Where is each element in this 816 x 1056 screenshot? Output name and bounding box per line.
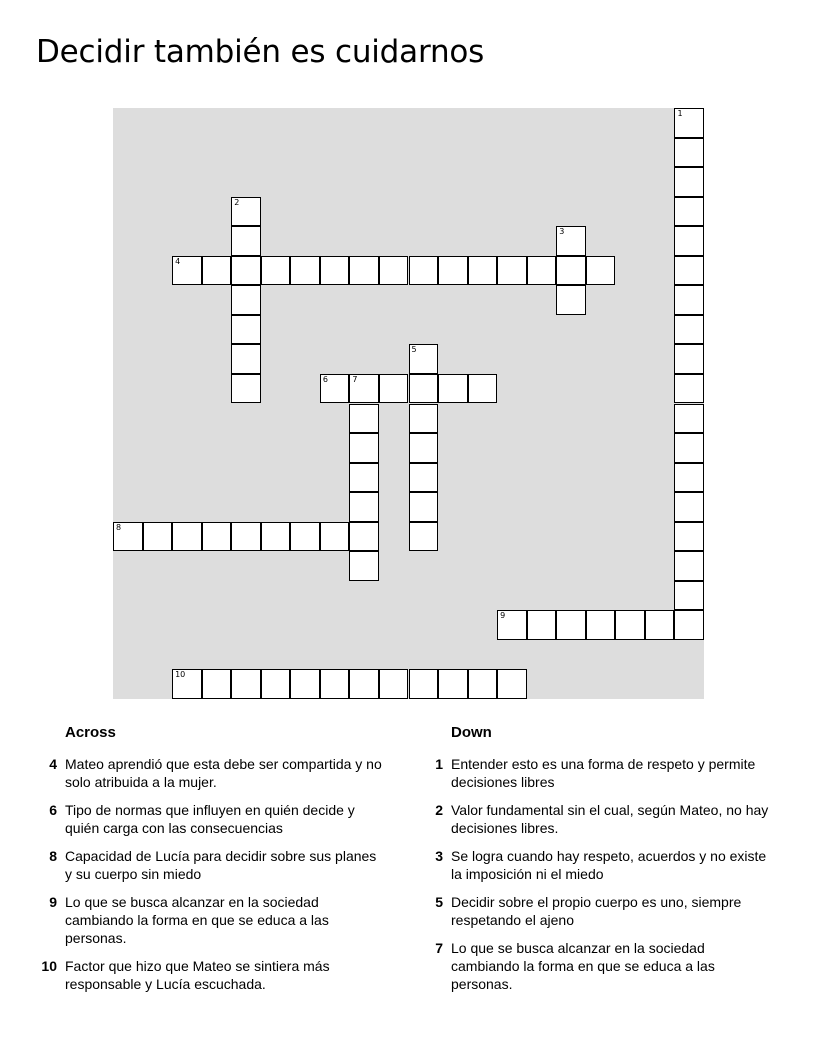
down-clue [422,893,772,929]
grid-cell[interactable] [409,463,439,493]
clue-text: Factor que hizo que Mateo se sintiera más responsable y Lucía escuchada. [65,958,330,992]
grid-cell[interactable] [438,669,468,699]
cell-number: 8 [116,522,122,532]
grid-cell[interactable] [468,669,498,699]
grid-cell[interactable] [674,285,704,315]
grid-cell[interactable] [409,344,439,374]
grid-cell[interactable] [674,610,704,640]
down-clue [422,939,772,993]
down-clues [422,724,772,1003]
grid-cell[interactable] [349,669,379,699]
clue-number: 3 [435,848,443,864]
grid-cell[interactable] [349,463,379,493]
grid-cell[interactable] [113,522,143,552]
grid-cell[interactable] [349,404,379,434]
grid-cell[interactable] [261,522,291,552]
grid-cell[interactable] [674,167,704,197]
crossword-grid [113,108,704,699]
grid-cell[interactable] [674,581,704,611]
cell-number: 4 [175,256,181,266]
grid-cell[interactable] [674,344,704,374]
clue-number: 9 [49,894,57,910]
grid-cell[interactable] [320,522,350,552]
grid-cell[interactable] [674,315,704,345]
grid-cell[interactable] [231,226,261,256]
clue-number: 8 [49,848,57,864]
grid-cell[interactable] [674,197,704,227]
grid-cell[interactable] [290,522,320,552]
clue-text: Lo que se busca alcanzar en la sociedad cambiando la forma en que se educa a las personas. [451,940,715,992]
down-clue [422,801,772,837]
grid-cell[interactable] [556,256,586,286]
grid-cell[interactable] [349,492,379,522]
across-clue [36,847,386,883]
grid-cell[interactable] [674,433,704,463]
grid-cell[interactable] [172,522,202,552]
grid-cell[interactable] [349,551,379,581]
grid-cell[interactable] [409,404,439,434]
grid-cell[interactable] [674,256,704,286]
cell-number: 2 [234,197,240,207]
grid-cell[interactable] [231,522,261,552]
grid-cell[interactable] [409,669,439,699]
grid-cell[interactable] [231,285,261,315]
grid-cell[interactable] [674,404,704,434]
grid-cell[interactable] [556,226,586,256]
cell-number: 6 [322,374,328,384]
across-clue [36,893,386,947]
grid-cell[interactable] [202,522,232,552]
grid-cell[interactable] [438,374,468,404]
grid-cell[interactable] [556,285,586,315]
grid-cell[interactable] [231,315,261,345]
grid-cell[interactable] [674,108,704,138]
across-heading: Across [65,724,116,741]
grid-cell[interactable] [320,374,350,404]
clue-text: Capacidad de Lucía para decidir sobre sus planes y su cuerpo sin miedo [65,848,377,882]
page-title: Decidir también es cuidarnos [36,34,485,70]
grid-cell[interactable] [527,256,557,286]
grid-cell[interactable] [615,610,645,640]
clue-number: 5 [435,894,443,910]
grid-cell[interactable] [586,256,616,286]
grid-cell[interactable] [468,256,498,286]
grid-cell[interactable] [379,374,409,404]
grid-cell[interactable] [409,492,439,522]
grid-cell[interactable] [497,669,527,699]
down-clue [422,755,772,791]
clue-text: Decidir sobre el propio cuerpo es uno, siempre respetando el ajeno [451,894,742,928]
clue-text: Mateo aprendió que esta debe ser compartida y no solo atribuida a la mujer. [65,756,382,790]
grid-cell[interactable] [674,522,704,552]
grid-cell[interactable] [379,256,409,286]
grid-cell[interactable] [438,256,468,286]
cell-number: 3 [559,227,565,237]
grid-cell[interactable] [261,256,291,286]
down-clue [422,847,772,883]
grid-cell[interactable] [320,256,350,286]
grid-cell[interactable] [231,256,261,286]
grid-cell[interactable] [674,551,704,581]
grid-cell[interactable] [468,374,498,404]
grid-cell[interactable] [674,374,704,404]
across-clue [36,801,386,837]
grid-cell[interactable] [409,433,439,463]
grid-cell[interactable] [409,256,439,286]
grid-cell[interactable] [202,669,232,699]
clue-text: Tipo de normas que influyen en quién decide y quién carga con las consecuencias [65,802,355,836]
clue-number: 1 [435,756,443,772]
grid-cell[interactable] [674,492,704,522]
clue-number: 7 [435,940,443,956]
grid-cell[interactable] [172,256,202,286]
clue-text: Entender esto es una forma de respeto y permite decisiones libres [451,756,756,790]
across-clue [36,755,386,791]
grid-cell[interactable] [320,669,350,699]
grid-cell[interactable] [497,610,527,640]
grid-cell[interactable] [172,669,202,699]
clue-number: 10 [41,958,57,974]
grid-cell[interactable] [231,374,261,404]
grid-cell[interactable] [290,669,320,699]
cell-number: 7 [352,374,358,384]
grid-cell[interactable] [527,610,557,640]
grid-cell[interactable] [645,610,675,640]
grid-cell[interactable] [497,256,527,286]
grid-cell[interactable] [674,226,704,256]
down-heading: Down [451,724,492,741]
grid-cell[interactable] [231,197,261,227]
clue-text: Lo que se busca alcanzar en la sociedad cambiando la forma en que se educa a las personas. [65,894,329,946]
grid-cell[interactable] [349,522,379,552]
grid-cell[interactable] [586,610,616,640]
grid-cell[interactable] [349,433,379,463]
grid-cell[interactable] [202,256,232,286]
grid-cell[interactable] [379,669,409,699]
grid-cell[interactable] [290,256,320,286]
across-clue [36,957,386,993]
across-clues [36,724,386,1003]
grid-cell[interactable] [231,344,261,374]
clue-number: 6 [49,802,57,818]
cell-number: 9 [500,611,506,621]
grid-cell[interactable] [349,256,379,286]
grid-cell[interactable] [409,522,439,552]
cell-number: 10 [175,670,186,680]
grid-cell[interactable] [231,669,261,699]
grid-cell[interactable] [261,669,291,699]
clue-number: 2 [435,802,443,818]
grid-cell[interactable] [349,374,379,404]
grid-cell[interactable] [674,138,704,168]
clue-text: Valor fundamental sin el cual, según Mateo, no hay decisiones libres. [451,802,769,836]
cell-number: 1 [677,109,683,118]
grid-cell[interactable] [674,463,704,493]
clue-text: Se logra cuando hay respeto, acuerdos y no existe la imposición ni el miedo [451,848,767,882]
grid-cell[interactable] [556,610,586,640]
grid-cell[interactable] [143,522,173,552]
clue-number: 4 [49,756,57,772]
cell-number: 5 [411,345,417,355]
grid-cell[interactable] [409,374,439,404]
